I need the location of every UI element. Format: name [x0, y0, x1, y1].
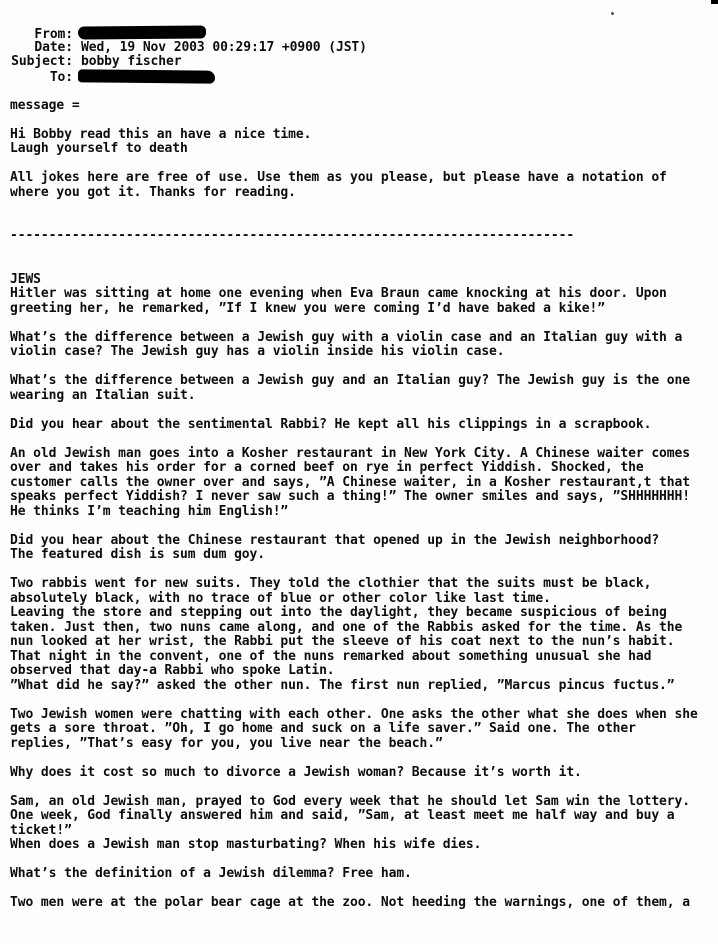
- blank-line: [10, 882, 718, 897]
- body-line: Leaving the store and stepping out into the daylight, they became suspicious of being: [10, 605, 667, 620]
- header-field-label: From:: [34, 26, 73, 42]
- header-field: [10, 70, 718, 85]
- body-line: speaks perfect Yiddish? I never saw such a thing!” The owner smiles and says, ”SHHHHHHH!: [10, 489, 690, 504]
- blank-line: [10, 200, 718, 215]
- body-line: One week, God finally answered him and said, ”Sam, at least meet me half way and buy a: [10, 808, 675, 823]
- body-line: Did you hear about the Chinese restaurant that opened up in the Jewish neighborhood?: [10, 532, 660, 548]
- body-line: violin case? The Jewish guy has a violin inside his violin case.: [10, 344, 505, 359]
- body-line: Why does it cost so much to divorce a Jewish woman? Because it’s worth it.: [10, 764, 582, 780]
- header-field-value: Wed, 19 Nov 2003 00:29:17 +0900 (JST): [81, 39, 367, 55]
- body-line: When does a Jewish man stop masturbating? When his wife dies.: [10, 837, 482, 852]
- blank-line: [10, 403, 718, 418]
- blank-line: [10, 693, 718, 708]
- redaction-bar: [78, 25, 206, 39]
- body-line: Sam, an old Jewish man, prayed to God every week that he should let Sam win the lottery.: [10, 793, 690, 809]
- body-line: Laugh yourself to death: [10, 141, 188, 156]
- body-line: taken. Just then, two nuns came along, and one of the Rabbis asked for the time. As the: [10, 619, 683, 635]
- scan-artifact-corner: [711, 0, 718, 4]
- email-content: [10, 26, 718, 911]
- blank-line: [10, 215, 718, 230]
- body-line: where you got it. Thanks for reading.: [10, 184, 296, 200]
- email-body: [10, 128, 718, 911]
- body-line: Did you hear about the sentimental Rabbi? He kept all his clippings in a scrapbook.: [10, 416, 652, 432]
- body-line: replies, ”That’s easy for you, you live near the beach.”: [10, 735, 443, 751]
- header-field-label: Date:: [34, 39, 73, 55]
- blank-line: [10, 563, 718, 578]
- body-line: Hi Bobby read this an have a nice time.: [10, 126, 312, 142]
- spacer-line: [10, 113, 718, 128]
- header-field-label: Subject:: [11, 54, 73, 69]
- spacer-line: [10, 84, 718, 99]
- header-field-value: bobby fischer: [81, 54, 182, 69]
- body-line: An old Jewish man goes into a Kosher restaurant in New York City. A Chinese waiter comes: [10, 445, 690, 461]
- body-line: observed that day-a Rabbi who spoke Latin.: [10, 663, 335, 678]
- body-line: JEWS: [10, 271, 41, 287]
- body-line: Two rabbis went for new suits. They told the clothier that the suits must be black,: [10, 576, 652, 591]
- blank-line: [10, 360, 718, 375]
- message-label: message =: [10, 97, 80, 113]
- email-header: [10, 26, 718, 84]
- body-line: That night in the convent, one of the nuns remarked about something unusual she had: [10, 648, 652, 664]
- blank-line: [10, 316, 718, 331]
- header-field: [10, 55, 718, 70]
- body-line: over and takes his order for a corned beef on rye in perfect Yiddish. Shocked, the: [10, 460, 644, 475]
- body-line: What’s the difference between a Jewish guy with a violin case and an Italian guy with a: [10, 329, 683, 345]
- blank-line: [10, 432, 718, 447]
- body-line: greeting her, he remarked, ”If I knew you were coming I’d have baked a kike!”: [10, 300, 605, 316]
- body-line: ”What did he say?” asked the other nun. The first nun replied, ”Marcus pincus fuctus.”: [10, 677, 675, 693]
- blank-line: [10, 258, 718, 273]
- blank-line: [10, 244, 718, 259]
- body-line: gets a sore throat. ”Oh, I go home and suck on a life saver.” Said one. The other: [10, 721, 636, 736]
- body-line: nun looked at her wrist, the Rabbi put the sleeve of his coat next to the nun’s habit.: [10, 634, 675, 649]
- body-line: absolutely black, with no trace of blue or other color like last time.: [10, 590, 551, 606]
- blank-line: [10, 853, 718, 868]
- body-line: What’s the definition of a Jewish dilemma? Free ham.: [10, 866, 412, 881]
- blank-line: [10, 519, 718, 534]
- redaction-bar: [78, 69, 215, 83]
- body-line: ticket!”: [10, 822, 72, 838]
- body-line: wearing an Italian suit.: [10, 387, 196, 403]
- body-line: Two men were at the polar bear cage at the zoo. Not heeding the warnings, one of them, a: [10, 895, 690, 910]
- body-line: What’s the difference between a Jewish guy and an Italian guy? The Jewish guy is the one: [10, 373, 690, 388]
- header-field-label: To:: [49, 70, 73, 85]
- body-line: customer calls the owner over and says, ”A Chinese waiter, in a Kosher restaurant,t that: [10, 474, 690, 490]
- blank-line: [10, 751, 718, 766]
- body-line: He thinks I’m teaching him English!”: [10, 503, 289, 519]
- scan-speck: [611, 12, 614, 15]
- body-line: Two Jewish women were chatting with each other. One asks the other what she does when she: [10, 706, 698, 722]
- blank-line: [10, 780, 718, 795]
- body-line: All jokes here are free of use. Use them as you please, but please have a notation of: [10, 170, 667, 185]
- header-field: [10, 26, 718, 41]
- blank-line: [10, 157, 718, 172]
- separator-line: -------------------------------------------------------------------------: [10, 228, 575, 243]
- body-line: Hitler was sitting at home one evening when Eva Braun came knocking at his door. Upon: [10, 286, 667, 301]
- header-field: [10, 41, 718, 56]
- body-line: The featured dish is sum dum goy.: [10, 547, 265, 562]
